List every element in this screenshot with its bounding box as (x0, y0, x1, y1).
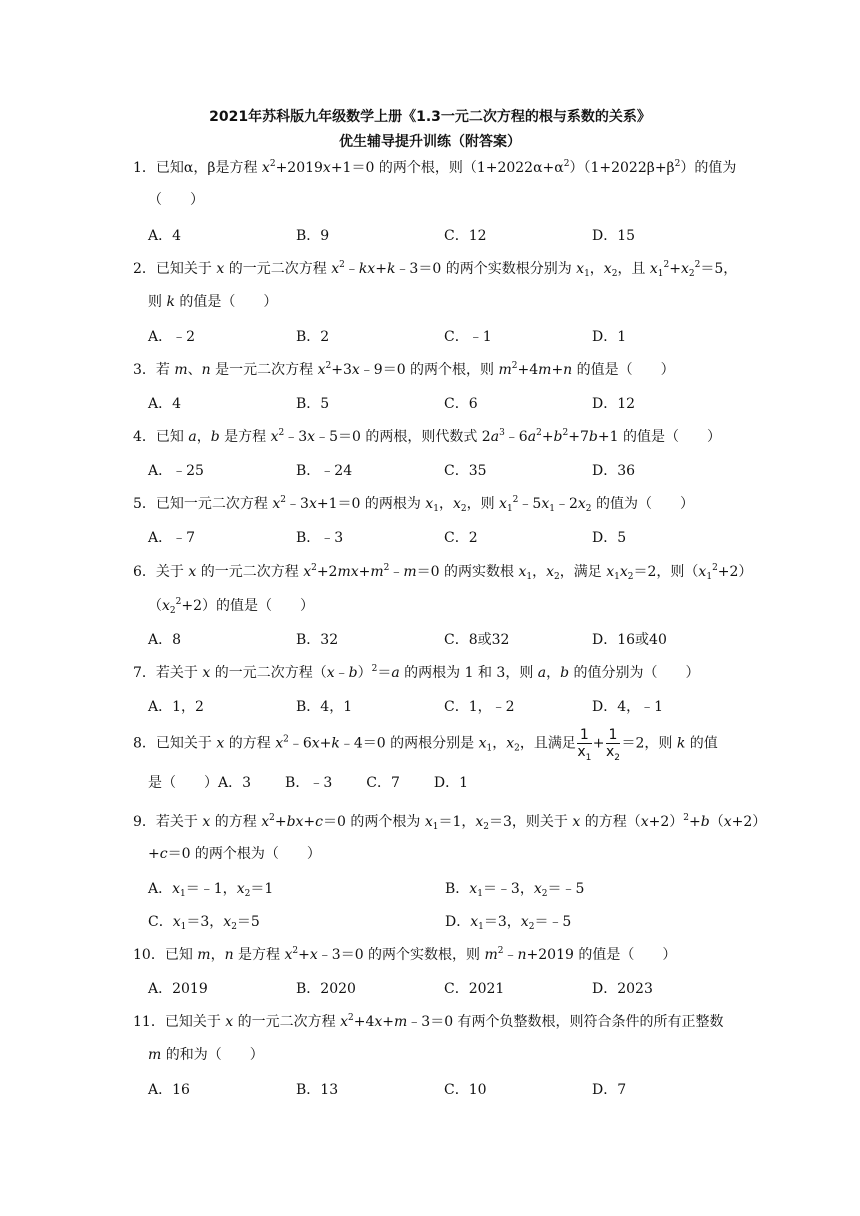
option-b[interactable]: B．5 (296, 396, 330, 412)
question-number: 6． (133, 564, 156, 580)
option-c[interactable]: C．8或32 (444, 632, 510, 648)
question-3: 3．若 m、n 是一元二次方程 $x^2+3x﹣9=0$ 的两个根，则 $m^2+4m+n$ 的值是（ ） (133, 361, 675, 378)
option-c[interactable]: C．7 (366, 775, 400, 791)
option-a[interactable]: A．8 (148, 632, 182, 648)
option-d[interactable]: D．1 (592, 329, 627, 345)
option-c[interactable]: C．10 (444, 1082, 487, 1098)
question-9-option-a[interactable]: A．$x_1=﹣1$，$x_2=1$ (148, 881, 274, 899)
option-d[interactable]: D．36 (592, 463, 636, 479)
option-c[interactable]: C．35 (444, 463, 487, 479)
question-2: 2．已知关于 x 的一元二次方程 $x^2﹣kx+k﹣3=0$ 的两个实数根分别为 $x_1$，$x_2$，且 $x_1^2+x_2^2=5$， (133, 260, 738, 279)
option-b[interactable]: B．4，1 (296, 699, 353, 715)
option-b[interactable]: B．32 (296, 632, 339, 648)
question-10: 10．已知 m，n 是方程 $x^2+x﹣3=0$ 的两个实数根，则 $m^2﹣n+2019$ 的值是（ ） (133, 946, 677, 963)
question-9-option-b[interactable]: B．$x_1=﹣3$，$x_2=﹣5$ (445, 881, 585, 899)
option-d[interactable]: D．2023 (592, 981, 653, 997)
option-d[interactable]: D．16或40 (592, 632, 667, 648)
option-b[interactable]: B．﹣3 (296, 530, 344, 546)
option-a[interactable]: A．2019 (148, 981, 208, 997)
question-4: 4．已知 a，b 是方程 $x^2﹣3x﹣5=0$ 的两根，则代数式 $2a^3﹣6a^2+b^2+7b+1$ 的值是（ ） (133, 428, 721, 445)
question-number: 8． (133, 735, 156, 752)
question-6-cont: $(x_2^2+2)$的值是（ ） (148, 597, 315, 616)
option-c[interactable]: C．1，﹣2 (444, 699, 515, 715)
question-1-paren: （ ） (148, 192, 204, 208)
question-8-cont: 是（ ）A．3 B．﹣3 C．7 D．1 (148, 775, 468, 791)
option-b[interactable]: B．13 (296, 1082, 339, 1098)
question-11: 11．已知关于 x 的一元二次方程 $x^2+4x+m﹣3=0$ 有两个负整数根，则符合条件的所有正整数 (133, 1013, 724, 1030)
option-c[interactable]: C．6 (444, 396, 478, 412)
option-b[interactable]: B．﹣3 (285, 775, 333, 791)
option-a[interactable]: A．3 (218, 775, 252, 791)
option-a[interactable]: A．1，2 (148, 699, 204, 715)
option-d[interactable]: D．15 (592, 228, 636, 244)
question-number: 2． (133, 261, 156, 277)
option-d[interactable]: D．1 (433, 775, 468, 791)
option-c[interactable]: C．﹣1 (444, 329, 492, 345)
option-d[interactable]: D．7 (592, 1082, 627, 1098)
question-number: 4． (133, 429, 156, 445)
fraction-1-over-x2: $\frac{1}{x_2}$ (605, 727, 620, 763)
question-number: 11． (133, 1014, 165, 1030)
option-c[interactable]: C．12 (444, 228, 487, 244)
option-d[interactable]: D．12 (592, 396, 636, 412)
option-a[interactable]: A．﹣25 (148, 463, 204, 479)
question-number: 7． (133, 665, 156, 681)
option-b[interactable]: B．﹣24 (296, 463, 353, 479)
question-9: 9．若关于 x 的方程 $x^2+bx+c=0$ 的两个根为 $x_1=1$，$x_2=3$，则关于 x 的方程$(x+2)^2+b(x+2)$ (133, 813, 767, 832)
option-d[interactable]: D．5 (592, 530, 627, 546)
option-a[interactable]: A．16 (148, 1082, 190, 1098)
question-5: 5．已知一元二次方程 $x^2﹣3x+1=0$ 的两根为 $x_1$，$x_2$，则 $x_1^2﹣5x_1﹣2x_2$ 的值为（ ） (133, 495, 694, 514)
question-number: 5． (133, 496, 156, 512)
question-number: 9． (133, 814, 156, 830)
option-a[interactable]: A．4 (148, 228, 182, 244)
question-6: 6．关于 x 的一元二次方程 $x^2+2mx+m^2﹣m=0$ 的两实数根 $x_1$，$x_2$，满足 $x_1x_2=2$，则$(x_1^2+2)$ (133, 563, 753, 582)
question-9-cont: +c＝0 的两个根为（ ） (148, 846, 321, 862)
question-9-option-c[interactable]: C．$x_1=3$，$x_2=5$ (148, 914, 260, 932)
question-number: 3． (133, 362, 156, 378)
question-9-option-d[interactable]: D．$x_1=3$，$x_2=﹣5$ (445, 914, 572, 932)
question-number: 1． (133, 160, 156, 176)
option-a[interactable]: A．4 (148, 396, 182, 412)
question-7: 7．若关于 x 的一元二次方程（x﹣b）$^2$＝a 的两根为 1 和 3，则 a，b 的值分别为（ ） (133, 664, 700, 681)
option-b[interactable]: B．9 (296, 228, 330, 244)
doc-subtitle: 优生辅导提升训练（附答案） (339, 134, 521, 150)
option-c[interactable]: C．2021 (444, 981, 505, 997)
question-11-cont: m 的和为（ ） (148, 1047, 264, 1063)
option-a[interactable]: A．﹣7 (148, 530, 196, 546)
option-a[interactable]: A．﹣2 (148, 329, 196, 345)
option-b[interactable]: B．2020 (296, 981, 356, 997)
question-1: 1．已知α，β是方程 $x^2+2019x+1=0$ 的两个根，则$(1+2022\alpha+\alpha^2)(1+2022\beta+\beta^2)$的值为 (133, 159, 737, 176)
fraction-1-over-x1: $\frac{1}{x_1}$ (577, 727, 592, 763)
option-c[interactable]: C．2 (444, 530, 478, 546)
question-8: 8．已知关于 x 的方程 $x^2﹣6x+k﹣4=0$ 的两根分别是 $x_1$，$x_2$，且满足 $\frac{1}{x_1}$ + $\frac{1}{x_2}$ ＝2，则 k 的值 (133, 727, 718, 763)
option-d[interactable]: D．4，﹣1 (592, 699, 664, 715)
doc-title: 2021年苏科版九年级数学上册《1.3一元二次方程的根与系数的关系》 (209, 109, 651, 125)
question-number: 10． (133, 947, 165, 963)
question-2-cont: 则 k 的值是（ ） (148, 294, 278, 310)
option-b[interactable]: B．2 (296, 329, 330, 345)
